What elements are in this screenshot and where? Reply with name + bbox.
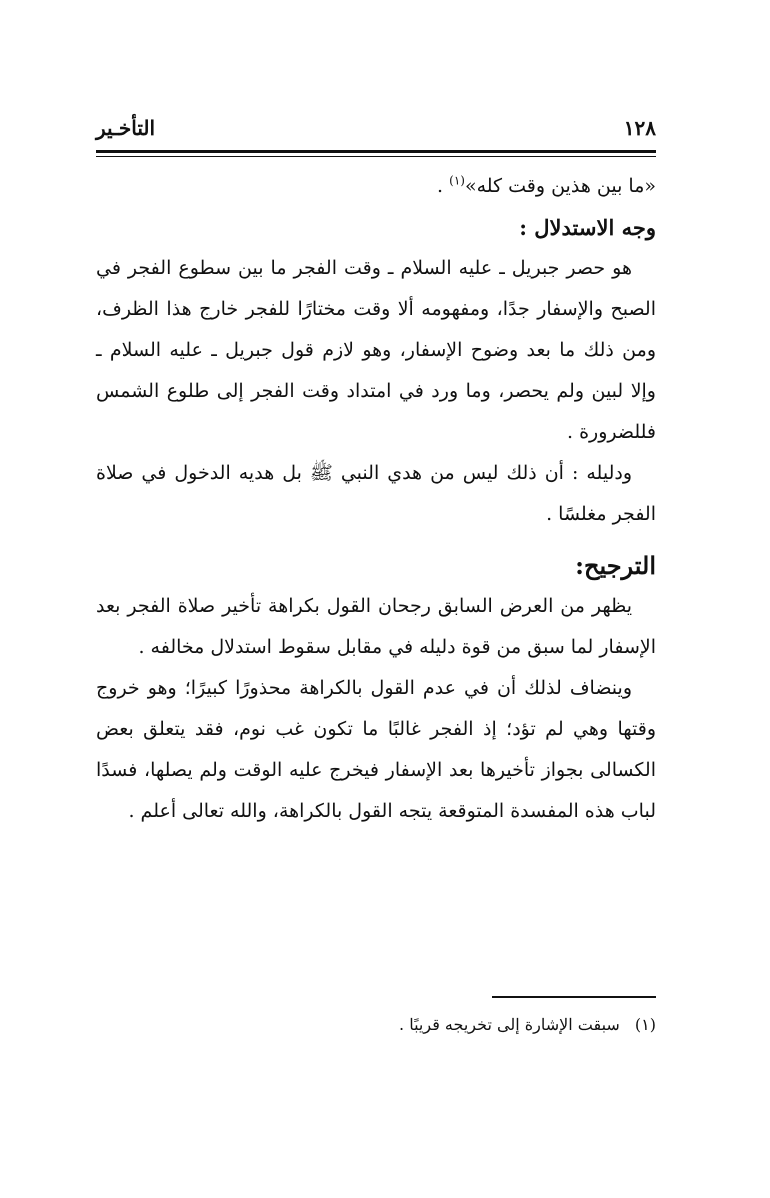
heading-preference: الترجيح: <box>575 551 656 580</box>
footnote-text: سبقت الإشارة إلى تخريجه قريبًا . <box>399 1015 620 1034</box>
paragraph-proof: ودليله : أن ذلك ليس من هدي النبي ﷺ بل هديه الدخول في صلاة الفجر مغلسًا . <box>96 462 656 525</box>
section-gap <box>96 535 656 545</box>
running-title: التأخـير <box>96 116 156 140</box>
footnote-separator <box>492 996 656 998</box>
header-rule-thick <box>96 150 656 153</box>
paragraph-addition: وينضاف لذلك أن في عدم القول بالكراهة محذورًا كبيرًا؛ وهو خروج وقتها وهي لم تؤد؛ إذ الفجر غالبًا ما تكون غب نوم، فقد يتعلق بعض الكسالى بجواز تأخيرها بعد الإسفار فيخرج عليه الوقت ولم يصلها، فسدًا لباب هذه المفسدة المتوقعة يتجه القول بالكراهة، والله تعالى أعلم . <box>96 677 656 822</box>
page-header <box>96 112 656 148</box>
heading-evidence: وجه الاستدلال : <box>519 215 656 240</box>
opening-quote-line <box>96 166 656 207</box>
page-number: ١٢٨ <box>623 116 656 140</box>
opening-quote-end: . <box>437 175 444 197</box>
footnote-reference: (١) <box>449 173 465 188</box>
paragraph-preference: يظهر من العرض السابق رجحان القول بكراهة تأخير صلاة الفجر بعد الإسفار لما سبق من قوة دليله في مقابل سقوط استدلال مخالفه . <box>96 595 656 658</box>
paragraph-evidence: هو حصر جبريل ـ عليه السلام ـ وقت الفجر ما بين سطوع الفجر في الصبح والإسفار جدًا، ومفهومه ألا وقت مختارًا للفجر خارج هذا الظرف، ومن ذلك ما بعد وضوح الإسفار، وهو لازم قول جبريل ـ عليه السلام ـ وإلا لبين ولم يحصر، وما ورد في امتداد وقت الفجر إلى طلوع الشمس فللضرورة . <box>96 257 656 443</box>
opening-quote-text: «ما بين هذين وقت كله» <box>464 175 656 197</box>
page-body <box>96 166 656 832</box>
header-rule-thin <box>96 156 656 157</box>
footnote <box>116 1012 656 1038</box>
footnote-marker: (١) <box>634 1015 656 1034</box>
